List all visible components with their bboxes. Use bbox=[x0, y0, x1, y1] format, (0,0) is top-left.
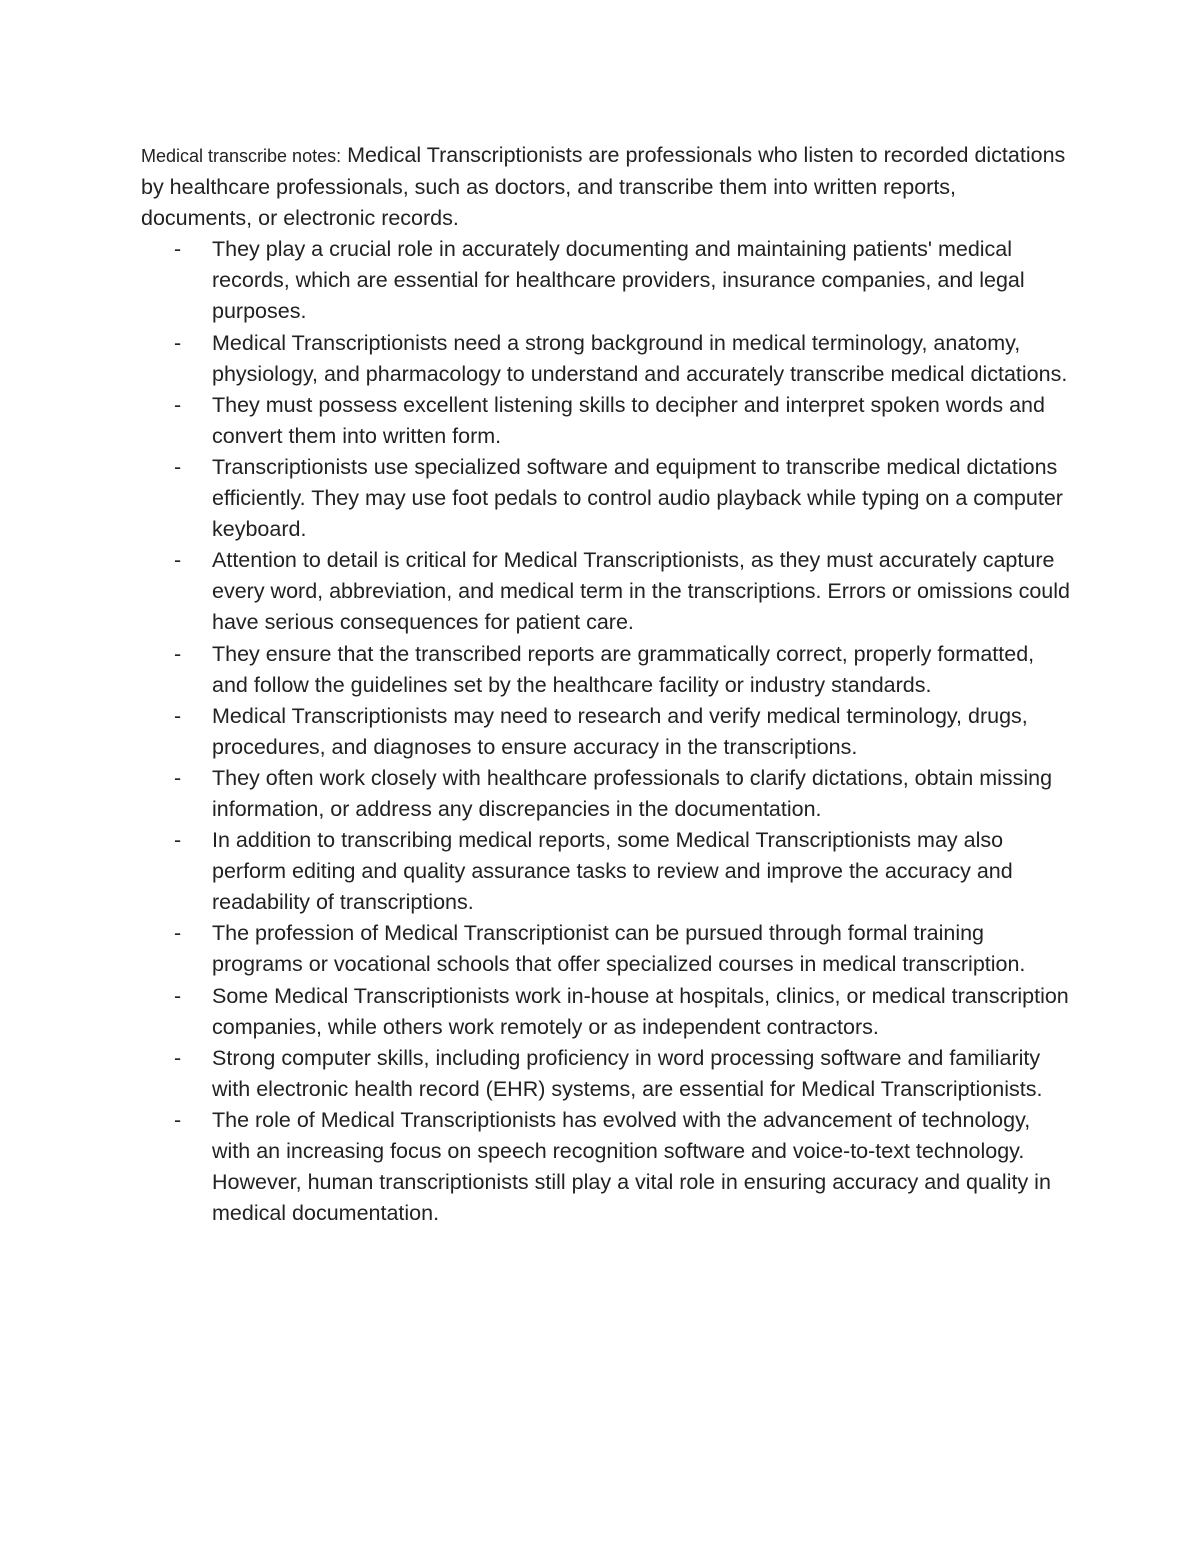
list-item-text: They must possess excellent listening skills to decipher and interpret spoken words and convert them into written form. bbox=[212, 392, 1045, 448]
intro-label: Medical transcribe notes: bbox=[141, 146, 342, 166]
list-item bbox=[141, 545, 1071, 638]
dash-marker: - bbox=[174, 237, 182, 262]
list-item bbox=[141, 452, 1071, 545]
list-item bbox=[141, 763, 1071, 825]
dash-marker: - bbox=[174, 392, 182, 417]
list-item bbox=[141, 1043, 1071, 1105]
list-item bbox=[141, 918, 1071, 980]
list-item bbox=[141, 701, 1071, 763]
list-item-text: Medical Transcriptionists need a strong background in medical terminology, anatomy, physiology, and pharmacology to understand and accurately transcribe medical dictations. bbox=[212, 330, 1068, 386]
list-item-text: They ensure that the transcribed reports are grammatically correct, properly formatted, and follow the guidelines set by the healthcare facility or industry standards. bbox=[212, 641, 1035, 697]
list-item bbox=[141, 328, 1071, 390]
list-item bbox=[141, 825, 1071, 918]
dash-marker: - bbox=[174, 454, 182, 479]
list-item-text: Transcriptionists use specialized software and equipment to transcribe medical dictations efficiently. They may use foot pedals to control audio playback while typing on a computer keyboard. bbox=[212, 454, 1063, 542]
list-item-text: The profession of Medical Transcriptionist can be pursued through formal training programs or vocational schools that offer specialized courses in medical transcription. bbox=[212, 921, 1026, 977]
list-item bbox=[141, 390, 1071, 452]
list-item-text: Medical Transcriptionists may need to research and verify medical terminology, drugs, procedures, and diagnoses to ensure accuracy in the transcriptions. bbox=[212, 703, 1028, 759]
list-item-text: Attention to detail is critical for Medical Transcriptionists, as they must accurately capture every word, abbreviation, and medical term in the transcriptions. Errors or omissions could have serious consequences for patient care. bbox=[212, 548, 1070, 635]
dash-marker: - bbox=[174, 828, 182, 853]
dash-marker: - bbox=[174, 1107, 182, 1132]
bullet-list bbox=[141, 234, 1071, 1229]
dash-marker: - bbox=[174, 921, 182, 946]
dash-marker: - bbox=[174, 330, 182, 355]
document-body bbox=[141, 140, 1071, 1229]
dash-marker: - bbox=[174, 1045, 182, 1070]
intro-paragraph bbox=[141, 140, 1071, 234]
dash-marker: - bbox=[174, 548, 182, 573]
list-item-text: In addition to transcribing medical reports, some Medical Transcriptionists may also perform editing and quality assurance tasks to review and improve the accuracy and readability of transcriptions. bbox=[212, 828, 1013, 915]
list-item-text: Strong computer skills, including proficiency in word processing software and familiarity with electronic health record (EHR) systems, are essential for Medical Transcriptionists. bbox=[212, 1045, 1043, 1101]
list-item-text: Some Medical Transcriptionists work in-house at hospitals, clinics, or medical transcription companies, while others work remotely or as independent contractors. bbox=[212, 983, 1069, 1039]
intro-text: Medical Transcriptionists are professionals who listen to recorded dictations by healthcare professionals, such as doctors, and transcribe them into written reports, documents, or electronic records. bbox=[141, 143, 1066, 231]
dash-marker: - bbox=[174, 641, 182, 666]
dash-marker: - bbox=[174, 765, 182, 790]
list-item bbox=[141, 1105, 1071, 1229]
list-item-text: They play a crucial role in accurately documenting and maintaining patients' medical records, which are essential for healthcare providers, insurance companies, and legal purposes. bbox=[212, 237, 1025, 324]
list-item-text: The role of Medical Transcriptionists has evolved with the advancement of technology, with an increasing focus on speech recognition software and voice-to-text technology. However, human transcriptionists still play a vital role in ensuring accuracy and quality in medical documentation. bbox=[212, 1107, 1051, 1226]
list-item-text: They often work closely with healthcare professionals to clarify dictations, obtain missing information, or address any discrepancies in the documentation. bbox=[212, 765, 1053, 821]
dash-marker: - bbox=[174, 703, 182, 728]
list-item bbox=[141, 981, 1071, 1043]
dash-marker: - bbox=[174, 983, 182, 1008]
list-item bbox=[141, 639, 1071, 701]
list-item bbox=[141, 234, 1071, 327]
